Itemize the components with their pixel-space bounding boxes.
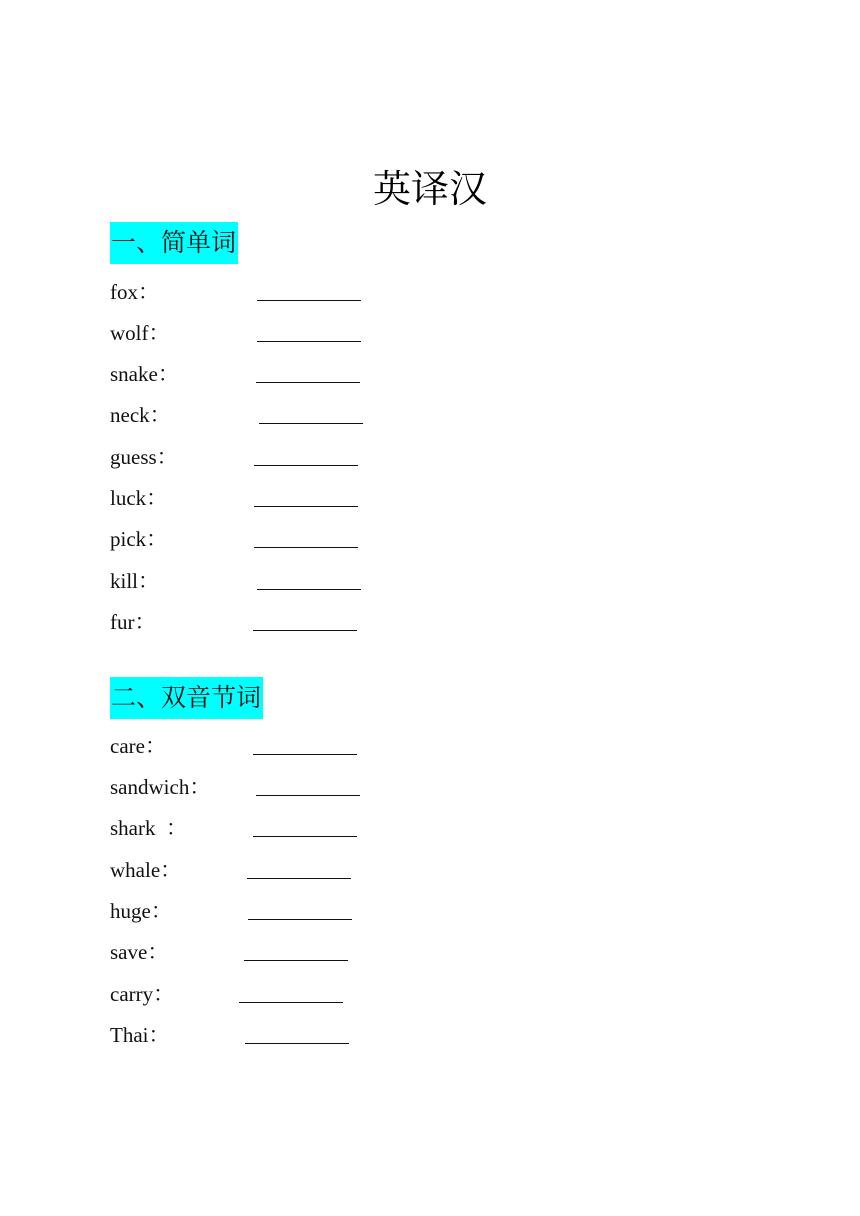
english-word: sandwich： <box>110 775 211 799</box>
word-row <box>110 359 430 389</box>
word-row <box>110 813 430 843</box>
word-row <box>110 731 430 761</box>
answer-blank[interactable] <box>256 795 360 796</box>
english-word: whale： <box>110 858 182 882</box>
answer-blank[interactable] <box>259 423 363 424</box>
word-row <box>110 277 430 307</box>
word-row <box>110 1020 430 1050</box>
answer-blank[interactable] <box>254 465 358 466</box>
word-row <box>110 896 430 926</box>
english-word: neck： <box>110 403 171 427</box>
word-row <box>110 566 430 596</box>
english-word: wolf： <box>110 321 170 345</box>
word-row <box>110 772 430 802</box>
section-heading-simple-words: 一、简单词 <box>110 222 238 264</box>
word-row <box>110 979 430 1009</box>
answer-blank[interactable] <box>253 754 357 755</box>
answer-blank[interactable] <box>257 589 361 590</box>
answer-blank[interactable] <box>239 1002 343 1003</box>
english-word: save： <box>110 940 169 964</box>
word-row <box>110 318 430 348</box>
word-row <box>110 524 430 554</box>
page-title: 英译汉 <box>372 167 487 211</box>
english-word: huge： <box>110 899 172 923</box>
english-word: fox： <box>110 280 159 304</box>
english-word: Thai： <box>110 1023 170 1047</box>
section-heading-two-syllable-words: 二、双音节词 <box>110 677 263 719</box>
english-word: kill： <box>110 569 160 593</box>
word-row <box>110 442 430 472</box>
answer-blank[interactable] <box>256 382 360 383</box>
answer-blank[interactable] <box>253 630 357 631</box>
english-word: pick： <box>110 527 168 551</box>
english-word: guess： <box>110 445 178 469</box>
word-row <box>110 483 430 513</box>
answer-blank[interactable] <box>248 919 352 920</box>
answer-blank[interactable] <box>245 1043 349 1044</box>
word-row <box>110 400 430 430</box>
answer-blank[interactable] <box>257 341 361 342</box>
word-row <box>110 937 430 967</box>
word-row <box>110 607 430 637</box>
english-word: carry： <box>110 982 175 1006</box>
english-word: snake： <box>110 362 179 386</box>
answer-blank[interactable] <box>257 300 361 301</box>
answer-blank[interactable] <box>244 960 348 961</box>
answer-blank[interactable] <box>254 506 358 507</box>
answer-blank[interactable] <box>253 836 357 837</box>
answer-blank[interactable] <box>254 547 358 548</box>
word-row <box>110 855 430 885</box>
english-word: shark ： <box>110 816 187 840</box>
english-word: luck： <box>110 486 168 510</box>
english-word: care： <box>110 734 166 758</box>
english-word: fur： <box>110 610 156 634</box>
answer-blank[interactable] <box>247 878 351 879</box>
